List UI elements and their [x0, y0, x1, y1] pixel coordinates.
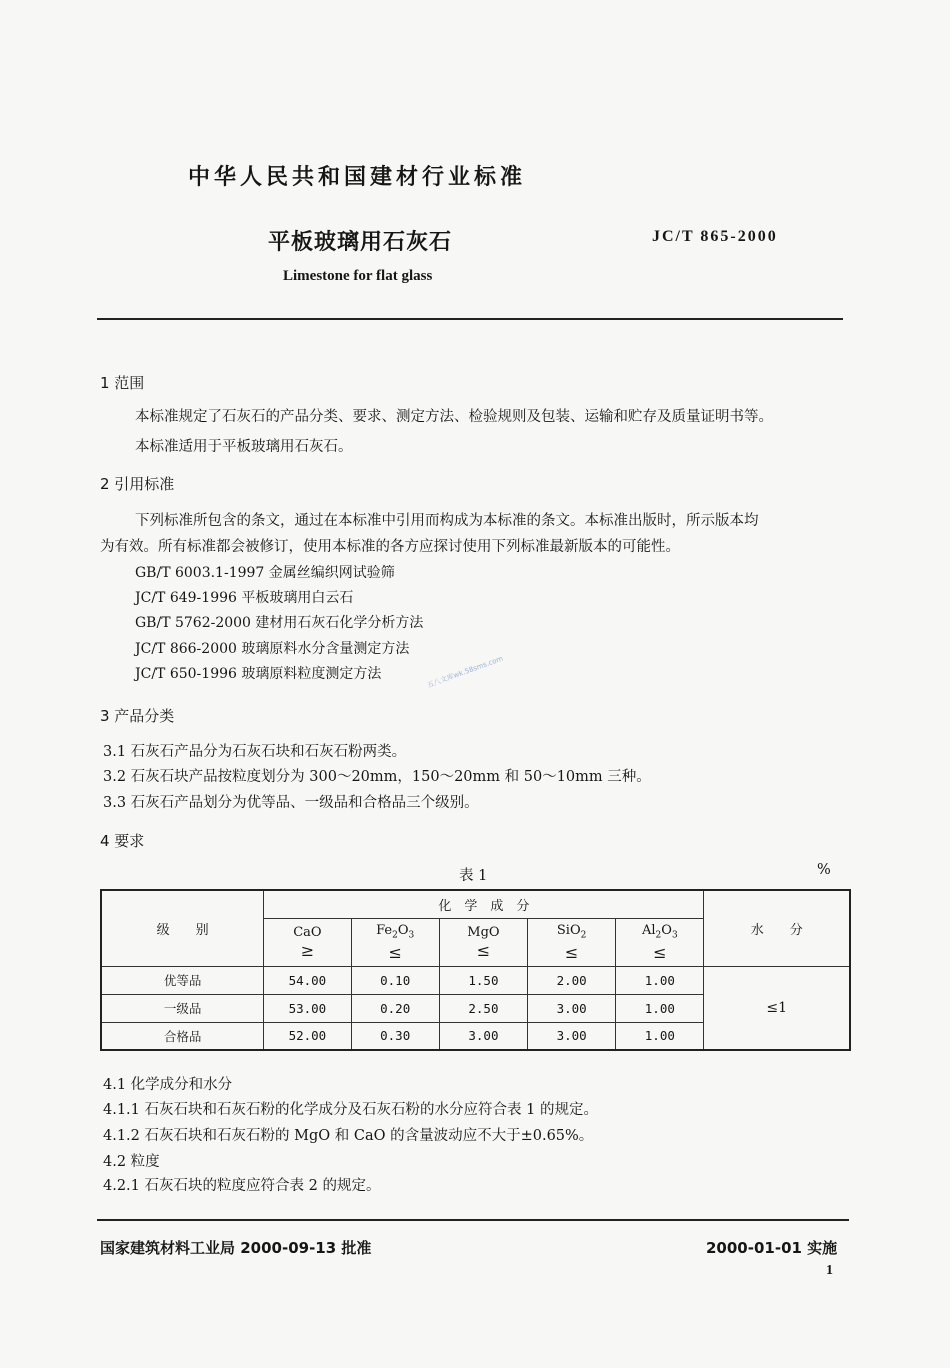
clause-4-1-1: 4.1.1 石灰石块和石灰石粉的化学成分及石灰石粉的水分应符合表 1 的规定。: [103, 1102, 598, 1118]
reference-item: GB/T 5762-2000 建材用石灰石化学分析方法: [135, 615, 424, 631]
grade-cell: 一级品: [101, 994, 264, 1022]
value-cell: 0.30: [351, 1022, 439, 1050]
section-1-para-2: 本标准适用于平板玻璃用石灰石。: [135, 439, 353, 455]
section-2-para-line-1: 下列标准所包含的条文，通过在本标准中引用而构成为本标准的条文。本标准出版时，所示版本均: [135, 513, 759, 529]
value-cell: 0.20: [351, 994, 439, 1022]
value-cell: 3.00: [528, 994, 616, 1022]
reference-item: JC/T 866-2000 玻璃原料水分含量测定方法: [135, 641, 410, 657]
component-sio2: SiO$_2$ ≤: [528, 918, 616, 966]
component-mgo: MgO ≤: [439, 918, 527, 966]
grade-header: 级 别: [101, 890, 264, 966]
industry-standard-title: 中华人民共和国建材行业标准: [188, 165, 527, 190]
section-2-heading: 2 引用标准: [100, 475, 175, 493]
value-cell: 53.00: [264, 994, 351, 1022]
footer-divider: [97, 1219, 849, 1221]
clause-4-2-1: 4.2.1 石灰石块的粒度应符合表 2 的规定。: [103, 1178, 381, 1194]
chemical-composition-table: [100, 889, 851, 1051]
grade-cell: 合格品: [101, 1022, 264, 1050]
chemical-composition-header: 化 学 成 分: [264, 890, 704, 918]
section-3-item: 3.1 石灰石产品分为石灰石块和石灰石粉两类。: [103, 744, 407, 760]
table-unit: %: [817, 862, 831, 878]
watermark: 五八文库wk.58sms.com: [426, 654, 505, 690]
document-title: 平板玻璃用石灰石: [268, 230, 453, 255]
value-cell: 1.00: [616, 1022, 704, 1050]
value-cell: 1.50: [439, 966, 527, 994]
english-title: Limestone for flat glass: [283, 268, 433, 284]
component-cao: CaO ≥: [264, 918, 351, 966]
section-1-heading: 1 范围: [100, 374, 145, 392]
value-cell: 2.50: [439, 994, 527, 1022]
component-al2o3: $Al_2O_3$ ≤: [616, 918, 704, 966]
section-3-item: 3.2 石灰石块产品按粒度划分为 300～20mm，150～20mm 和 50～10mm 三种。: [103, 769, 651, 785]
clause-4-2: 4.2 粒度: [103, 1154, 160, 1170]
section-4-heading: 4 要求: [100, 832, 145, 850]
header-divider: [97, 318, 843, 320]
section-3-item: 3.3 石灰石产品划分为优等品、一级品和合格品三个级别。: [103, 795, 479, 811]
standard-number: JC/T 865-2000: [652, 228, 778, 245]
value-cell: 2.00: [528, 966, 616, 994]
implementation-date: 2000-01-01 实施: [706, 1239, 838, 1257]
water-value-cell: ≤1: [704, 966, 850, 1050]
section-1-para-1: 本标准规定了石灰石的产品分类、要求、测定方法、检验规则及包装、运输和贮存及质量证明书等。: [135, 409, 773, 425]
reference-item: JC/T 649-1996 平板玻璃用白云石: [135, 590, 354, 606]
water-header: 水 分: [704, 890, 850, 966]
grade-cell: 优等品: [101, 966, 264, 994]
clause-4-1-2: 4.1.2 石灰石块和石灰石粉的 MgO 和 CaO 的含量波动应不大于±0.65%。: [103, 1128, 594, 1144]
table-row: [101, 966, 850, 994]
clause-4-1: 4.1 化学成分和水分: [103, 1077, 233, 1093]
value-cell: 52.00: [264, 1022, 351, 1050]
value-cell: 1.00: [616, 994, 704, 1022]
value-cell: 54.00: [264, 966, 351, 994]
value-cell: 3.00: [439, 1022, 527, 1050]
value-cell: 3.00: [528, 1022, 616, 1050]
section-2-para-line-2: 为有效。所有标准都会被修订，使用本标准的各方应探讨使用下列标准最新版本的可能性。: [100, 539, 680, 555]
value-cell: 0.10: [351, 966, 439, 994]
approval-line: 国家建筑材料工业局 2000-09-13 批准: [100, 1239, 372, 1257]
section-3-heading: 3 产品分类: [100, 707, 175, 725]
value-cell: 1.00: [616, 966, 704, 994]
reference-item: GB/T 6003.1-1997 金属丝编织网试验筛: [135, 565, 395, 581]
page-number: 1: [826, 1263, 833, 1278]
component-fe2o3: $Fe_2O_3$ ≤: [351, 918, 439, 966]
reference-item: JC/T 650-1996 玻璃原料粒度测定方法: [135, 666, 382, 682]
table-caption: 表 1: [459, 868, 488, 884]
